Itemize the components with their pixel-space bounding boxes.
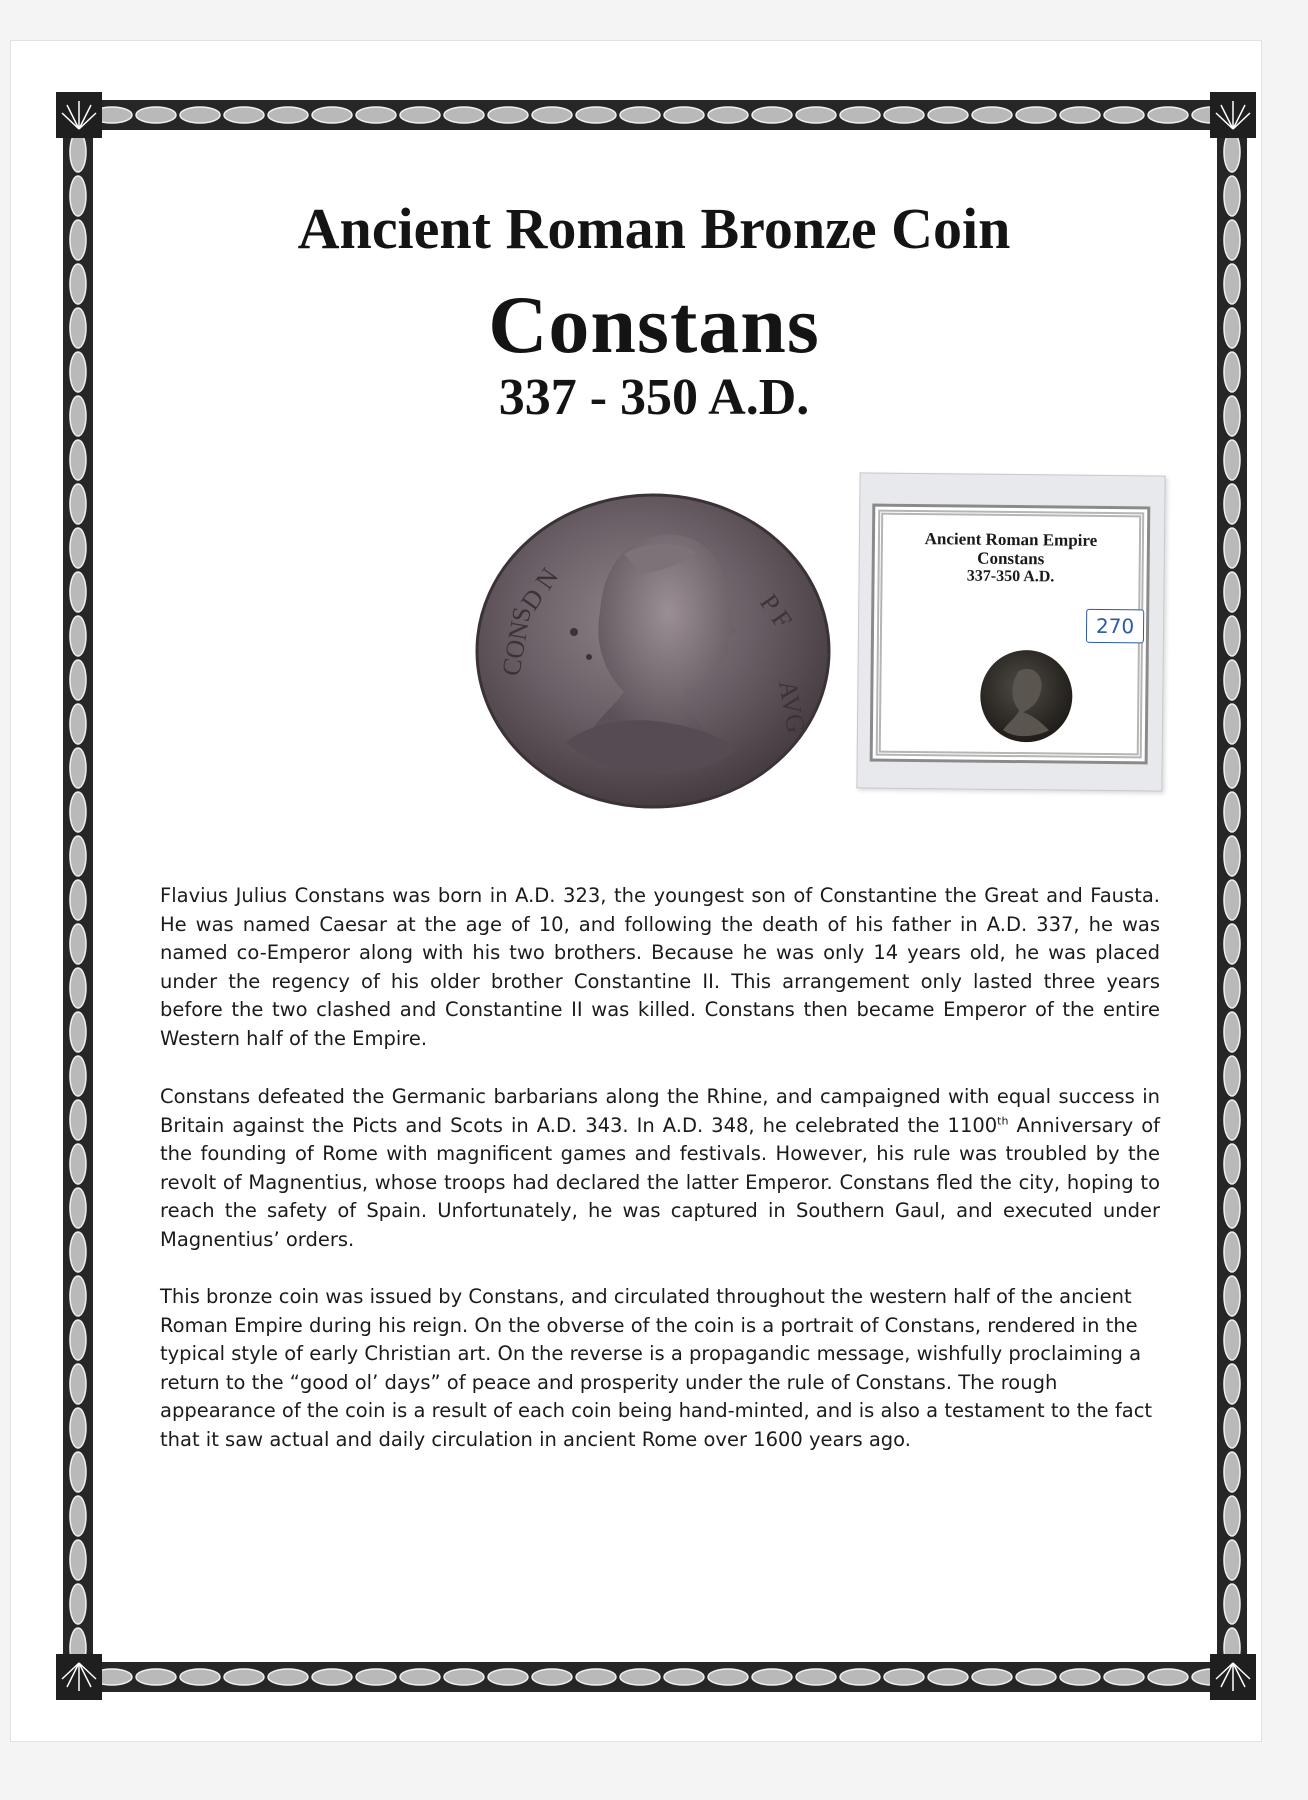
reign-dates: 337 - 350 A.D. [498, 369, 810, 426]
fan-ornament-icon [59, 1657, 99, 1697]
card-dates: 337-350 A.D. [966, 567, 1055, 586]
svg-text:CONS: CONS [496, 604, 537, 679]
card-title: Ancient Roman Empire [924, 529, 1098, 550]
paragraph-reign-part2: Anniversary of the founding of Rome with magnificent games and festivals. However, his rule was troubled by the revolt of Magnentius, whose troops had declared the latter Emperor. Constans fled the city, hoping to reach the safety of Spain. Unfortunately, he was captured in Southern Gaul, and executed under Magnentius’ orders. [160, 1113, 1160, 1251]
coin-holder-label [870, 504, 1151, 765]
corner-ornament-bottom-left [56, 1654, 102, 1700]
corner-ornament-top-left [56, 92, 102, 138]
ordinal-superscript: th [997, 1114, 1009, 1127]
border-top-pattern [90, 100, 1220, 130]
paragraph-biography: Flavius Julius Constans was born in A.D. 323, the youngest son of Constantine the Great and Fausta. He was named Caesar at the age of 10, and following the death of his father in A.D. 337, he was named co-Emperor along with his two brothers. Because he was only 14 years old, he was placed under the regency of his older brother Constantine II. This arrangement only lasted three years before the two clashed and Constantine II was killed. Constans then became Emperor of the entire Western half of the Empire. [160, 884, 1160, 1050]
paragraph-coin-description: This bronze coin was issued by Constans, and circulated throughout the western half of the ancient Roman Empire during his reign. On the obverse of the coin is a portrait of Constans, rendered in the typical style of early Christian art. On the reverse is a propagandic message, wishfully proclaiming a return to the “good ol’ days” of peace and prosperity under the rule of Constans. The rough appearance of the coin is a result of each coin being hand-minted, and is also a testament to the fact that it saw actual and daily circulation in ancient Rome over 1600 years ago. [160, 1285, 1153, 1451]
card-number-sticker: 270 [1086, 609, 1144, 644]
coin-obverse-image [474, 492, 832, 810]
page-title: Ancient Roman Bronze Coin [297, 196, 1011, 261]
fan-ornament-icon [1213, 95, 1253, 135]
paragraph-reign-part1: Constans defeated the Germanic barbarians along the Rhine, and campaigned with equal success in Britain against the Picts and Scots in A.D. 343. In A.D. 348, he celebrated the 1100 [160, 1085, 1160, 1137]
paragraph-reign [160, 1083, 1160, 1254]
corner-ornament-top-right [1210, 92, 1256, 138]
fan-ornament-icon [1213, 1657, 1253, 1697]
border-bottom-pattern [90, 1662, 1220, 1692]
border-top [90, 100, 1220, 130]
svg-text:D N: D N [515, 562, 565, 616]
svg-text:P F: P F [754, 588, 798, 634]
svg-text:AVG: AVG [773, 678, 811, 736]
border-bottom [90, 1662, 1220, 1692]
small-coin-image [973, 646, 1080, 747]
fan-ornament-icon [59, 95, 99, 135]
card-emperor: Constans [977, 548, 1045, 569]
corner-ornament-bottom-right [1210, 1654, 1256, 1700]
emperor-name: Constans [488, 279, 820, 370]
coin-holder-card [856, 472, 1165, 791]
